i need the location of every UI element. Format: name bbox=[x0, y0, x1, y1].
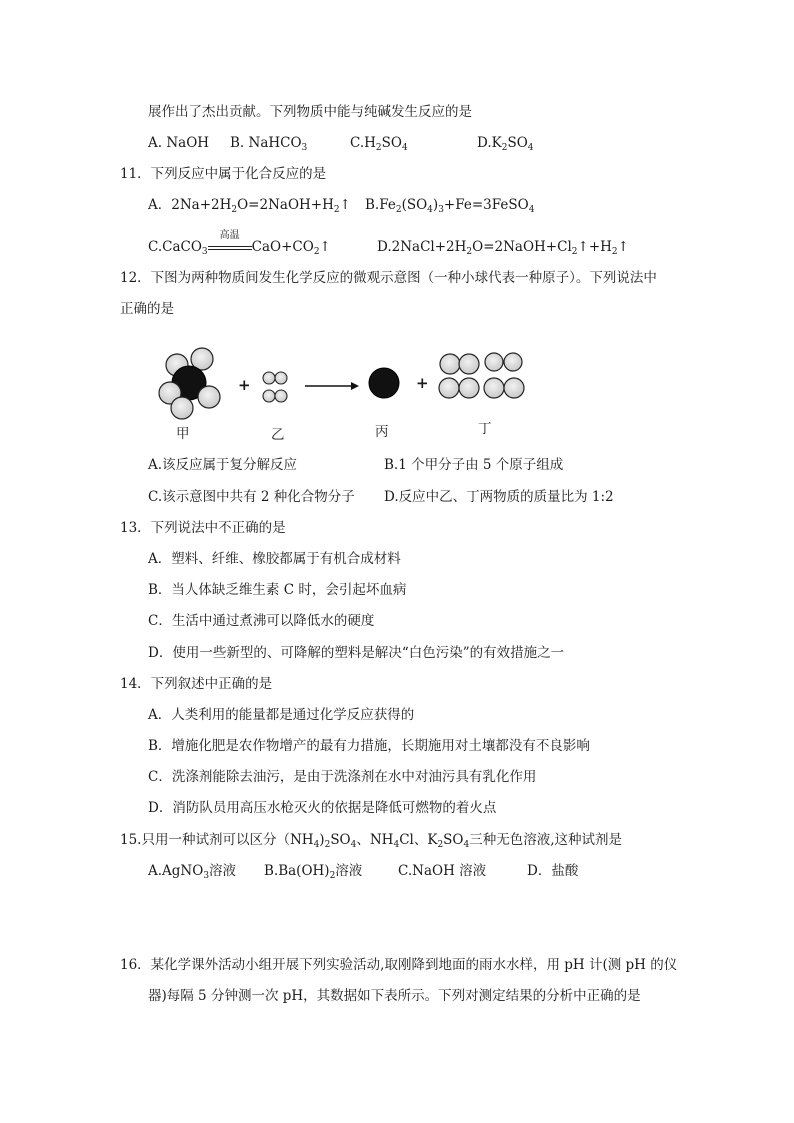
q10-stem-tail: 展作出了杰出贡献。下列物质中能与纯碱发生反应的是 bbox=[148, 104, 472, 120]
q11-stem: 11．下列反应中属于化合反应的是 bbox=[120, 166, 327, 182]
q11-option-a: A．$2Na+2H_2O=2NaOH+H_2↑$ bbox=[148, 197, 351, 215]
molecule-yi bbox=[263, 372, 287, 402]
q14-option-c: C．洗涤剂能除去油污，是由于洗涤剂在水中对油污具有乳化作用 bbox=[148, 769, 537, 785]
q16-stem-line1: 16．某化学课外活动小组开展下列实验活动,取刚降到地面的雨水水样，用 pH 计(测 pH 的仪 bbox=[120, 957, 678, 973]
q10-option-d: $D.K_2SO_4$ bbox=[477, 135, 534, 153]
q12-option-d: D.反应中乙、丁两物质的质量比为 1:2 bbox=[384, 489, 614, 505]
q12-option-c: C.该示意图中共有 2 种化合物分子 bbox=[148, 489, 355, 505]
q13-option-b: B．当人体缺乏维生素 C 时，会引起坏血病 bbox=[148, 582, 407, 598]
q14-option-d: D．消防队员用高压水枪灭火的依据是降低可燃物的着火点 bbox=[148, 800, 497, 816]
q15-stem: 15.只用一种试剂可以区分$(NH_4)_2SO_4$、$NH_4Cl$、$K_2SO_4$三种无色溶液,这种试剂是 bbox=[120, 832, 623, 850]
q11-option-c: C.CaCO$_3$ 高温 $CaO+CO_2↑$ bbox=[148, 230, 331, 257]
high-temperature-condition: 高温 bbox=[208, 239, 252, 253]
q14-option-a: A．人类利用的能量都是通过化学反应获得的 bbox=[148, 707, 415, 723]
q11-option-b: $B.Fe_2(SO_4)_3+Fe=3FeSO_4$ bbox=[365, 197, 535, 215]
q13-option-d: D．使用一些新型的、可降解的塑料是解决“白色污染”的有效措施之一 bbox=[148, 645, 565, 661]
q12-option-a: A.该反应属于复分解反应 bbox=[148, 457, 298, 473]
label-yi: 乙 bbox=[271, 427, 285, 443]
q10-option-b: B. NaHCO$_3$ bbox=[230, 135, 308, 153]
molecule-bing bbox=[369, 368, 399, 398]
plus-sign-1: + bbox=[238, 376, 251, 394]
label-bing: 丙 bbox=[375, 424, 389, 440]
q10-option-a: A. NaOH bbox=[148, 135, 210, 151]
q15-option-a: A.AgNO$_3$溶液 bbox=[148, 863, 237, 881]
label-jia: 甲 bbox=[176, 426, 190, 442]
label-ding: 丁 bbox=[478, 421, 492, 437]
q13-stem: 13．下列说法中不正确的是 bbox=[120, 520, 286, 536]
q11-option-d: $D.2NaCl+2H_2O=2NaOH+Cl_2↑+H_2↑$ bbox=[377, 239, 629, 257]
q14-stem: 14．下列叙述中正确的是 bbox=[120, 676, 273, 692]
molecule-ding bbox=[439, 353, 524, 398]
q15-option-c: C.NaOH 溶液 bbox=[398, 863, 487, 879]
q13-option-a: A．塑料、纤维、橡胶都属于有机合成材料 bbox=[148, 551, 401, 567]
q15-option-d: D．盐酸 bbox=[527, 863, 579, 879]
molecule-jia bbox=[159, 348, 220, 419]
q16-stem-line2: 器)每隔 5 分钟测一次 pH，其数据如下表所示。下列对测定结果的分析中正确的是 bbox=[148, 988, 641, 1004]
reaction-arrow bbox=[305, 382, 359, 390]
q14-option-b: B．增施化肥是农作物增产的最有力措施，长期施用对土壤都没有不良影响 bbox=[148, 738, 590, 754]
plus-sign-2: + bbox=[416, 374, 429, 392]
q10-option-c: $C.H_2SO_4$ bbox=[350, 135, 408, 153]
q12-stem-line1: 12．下图为两种物质间发生化学反应的微观示意图（一种小球代表一种原子）。下列说法中 bbox=[120, 270, 657, 286]
q12-option-b: B.1 个甲分子由 5 个原子组成 bbox=[384, 457, 564, 473]
q12-stem-line2: 正确的是 bbox=[120, 301, 174, 317]
q13-option-c: C．生活中通过煮沸可以降低水的硬度 bbox=[148, 613, 375, 629]
q15-option-b: $B.Ba(OH)_2$溶液 bbox=[264, 863, 363, 881]
